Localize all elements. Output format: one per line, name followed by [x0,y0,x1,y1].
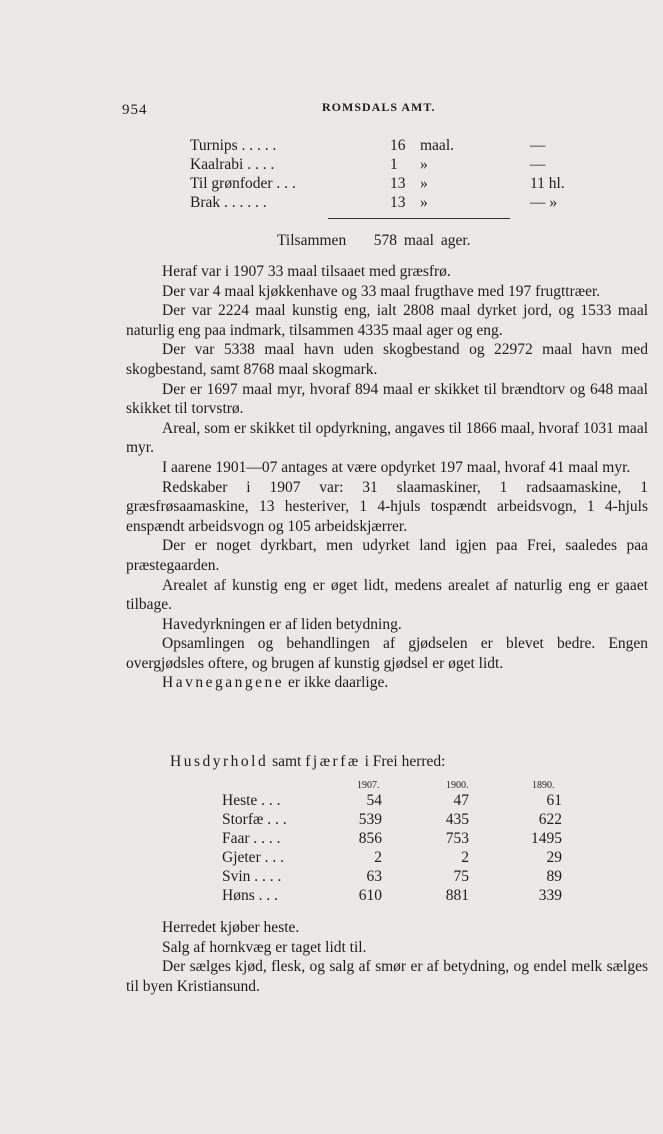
paragraph: Redskaber i 1907 var: 31 slaamaskiner, 1 radsaamaskine, 1 græsfrøsaamaskine, 13 hesteriver, 1 4-hjuls tospændt arbeidsvogn, 1 4-hjuls enspændt arbeidsvogn og 105 arbeidskjærrer. [126,478,648,535]
paragraph: I aarene 1901—07 antages at være opdyrket 197 maal, hvoraf 41 maal myr. [162,458,631,476]
year-header: 1907. [357,780,380,791]
sum-rule [328,218,510,219]
paragraph: Salg af hornkvæg er taget lidt til. [162,938,367,956]
table-row: Høns . . . 610 881 339 [222,887,562,904]
paragraph: Havedyrkningen er af liden betydning. [162,615,402,633]
paragraph: Arealet af kunstig eng er øget lidt, medens arealet af naturlig eng er gaaet tilbage. [126,576,648,614]
paragraph: Heraf var i 1907 33 maal tilsaaet med græsfrø. [162,263,451,280]
livestock-heading: Husdyrhold samt fjærfæ i Frei herred: [170,753,446,770]
paragraph: Der sælges kjød, flesk, og salg af smør er af betydning, og endel melk sælges til byen Kristiansund. [126,958,648,995]
paragraph: Der er noget dyrkbart, men udyrket land igjen paa Frei, saaledes paa præstegaarden. [126,537,648,574]
book-page: 954 ROMSDALS AMT. Turnips . . . . . 16 maal. — Kaalrabi . . . . 1 » — Til grønfoder . . . 13 » 11 hl. Brak . . . . . . 13 » — » Tilsammen 578 maal ager. Heraf var i 1907 33 maal tilsaaet med græsfrø. Der var 4 maal kjøkkenhave og 33 maal frugthave med 197 frugttræer. Der var 2224 maal kunstig eng, ialt 2808 maal dyrket jord, og 1533 maal naturlig eng paa indmark, tilsammen 4335 maal ager og eng. Der var 5338 maal havn uden skogbestand og 22972 maal havn med skogbestand, samt 8768 maal skogmark. Der er 1697 maal myr, hvoraf 894 maal er skikket til brændtorv og 648 maal skikket til torvstrø. Areal, som er skikket til opdyrkning, angaves til 1866 maal, hvoraf 1031 maal myr. I aarene 1901—07 antages at være opdyrket 197 maal, hvoraf 41 maal myr. Redskaber i 1907 var: 31 slaamaskiner, 1 radsaamaskine, 1 græsfrøsaamaskine, 13 hesteriver, 1 4-hjuls tospændt arbeidsvogn, 1 4-hjuls enspændt arbeidsvogn og 105 arbeidskjærrer. Der er noget dyrkbart, men udyrket land igjen paa Frei, saaledes paa præstegaarden. Arealet af kunstig eng er øget lidt, medens arealet af naturlig eng er gaaet tilbage. Havedyrkningen er af liden betydning. Opsamlingen og behandlingen af gjødselen er blevet bedre. Engen overgjødsles oftere, og brugen af kunstig gjødsel er øget lidt. Havnegangene er ikke daarlige. Husdyrhold samt fjærfæ i Frei herred: 1907. 1900. 1890. Heste . . . 54 47 61 Storfæ . . . 539 435 622 Faar . . . . 856 753 1495 Gjeter . . . 2 2 29 Svin . . . . 63 75 89 Høns . . . 610 881 339 Herredet kjøber heste. Salg af hornkvæg er taget lidt til. Der sælges kjød, flesk, og salg af smør er af betydning, og endel melk sælges til byen Kristiansund. [122,100,648,995]
table-row: Faar . . . . 856 753 1495 [222,830,562,847]
paragraph: Opsamlingen og behandlingen af gjødselen er blevet bedre. Engen overgjødsles oftere, og brugen af kunstig gjødsel er øget lidt. [126,635,648,672]
closing-text [126,918,648,996]
paragraph: Der er 1697 maal myr, hvoraf 894 maal er skikket til brændtorv og 648 maal skikket til torvstrø. [126,380,648,418]
paragraph: Havnegangene er ikke daarlige. [162,674,389,692]
table-row: Storfæ . . . 539 435 622 [222,811,562,828]
year-header: 1900. [446,780,469,791]
table-row: Heste . . . 54 47 61 [222,792,562,809]
table-row: Svin . . . . 63 75 89 [222,868,562,885]
paragraph: Der var 5338 maal havn uden skogbestand og 22972 maal havn med skogbestand, samt 8768 maal skogmark. [126,341,648,378]
body-text [126,262,648,693]
total-line: Tilsammen 578 maal ager. [277,232,471,249]
paragraph: Der var 2224 maal kunstig eng, ialt 2808 maal dyrket jord, og 1533 maal naturlig eng paa indmark, tilsammen 4335 maal ager og eng. [126,302,648,339]
paragraph: Herredet kjøber heste. [162,919,300,936]
paragraph: Areal, som er skikket til opdyrkning, angaves til 1866 maal, hvoraf 1031 maal myr. [126,419,648,457]
running-title: ROMSDALS AMT. [322,100,436,114]
page-number: 954 [122,102,148,118]
year-header: 1890. [532,780,555,791]
paragraph: Der var 4 maal kjøkkenhave og 33 maal frugthave med 197 frugttræer. [162,282,601,300]
table-row: Gjeter . . . 2 2 29 [222,849,562,866]
